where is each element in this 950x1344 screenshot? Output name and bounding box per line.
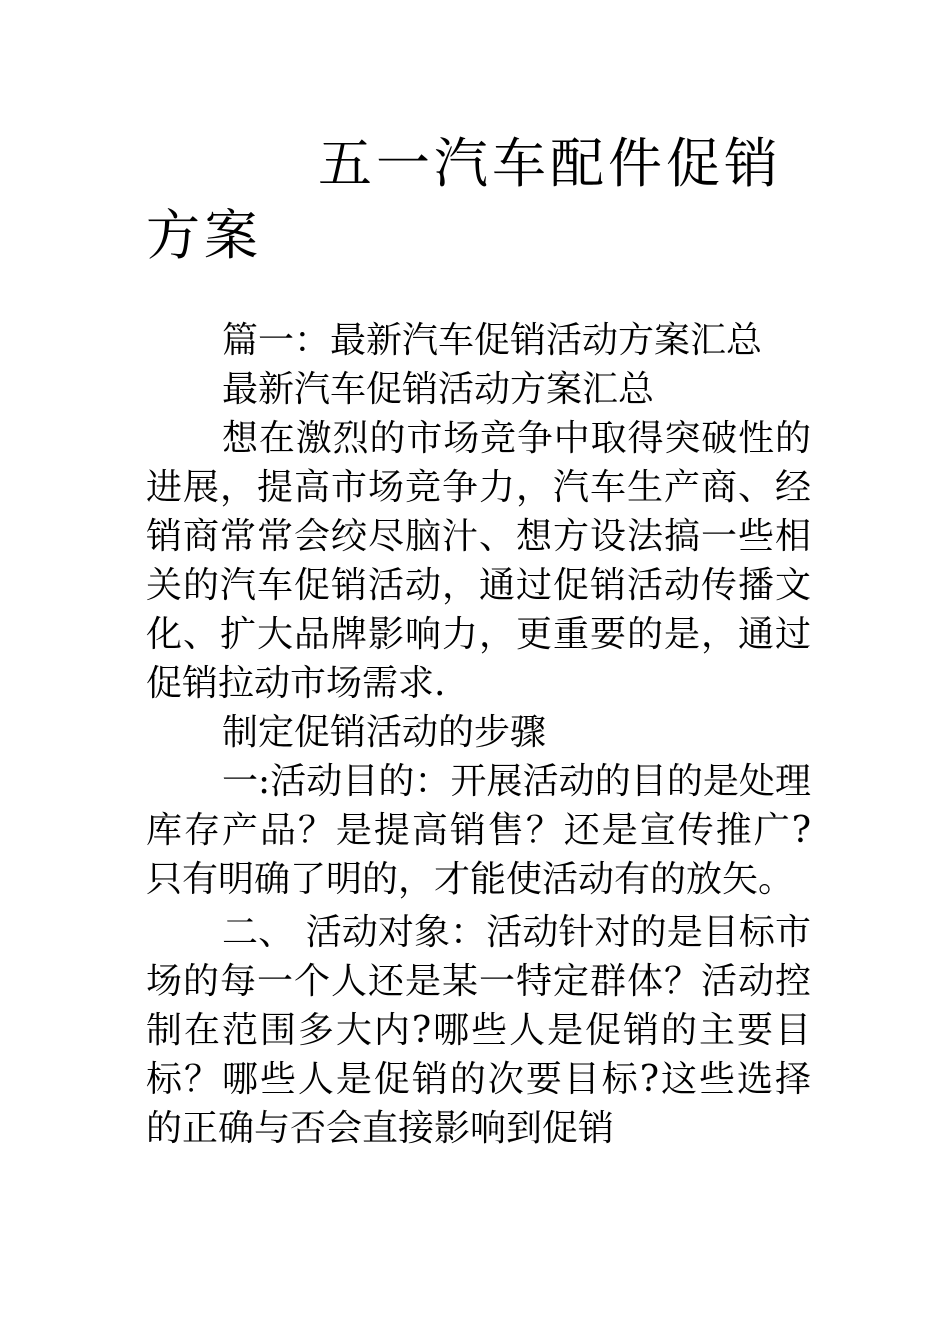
section-heading: 篇一：最新汽车促销活动方案汇总: [222, 320, 763, 361]
intro-paragraph: 想在激烈的市场竞争中取得突破性的进展，提高市场竞争力，汽车生产商、经销商常常会绞尽脑汁、想方设法搞一些相关的汽车促销活动，通过促销活动传播文化、扩大品牌影响力，更重要的是，通过促销拉动市场需求.: [146, 418, 811, 704]
step-one-paragraph: 一:活动目的：开展活动的目的是处理库存产品？是提高销售？还是宣传推广?只有明确了明的，才能使活动有的放矢。: [146, 761, 811, 900]
document-page: [146, 128, 811, 1153]
document-title: 五一汽车配件促销方案: [146, 132, 782, 267]
steps-heading: 制定促销活动的步骤: [222, 712, 547, 753]
subheading: 最新汽车促销活动方案汇总: [222, 369, 655, 410]
step-two-paragraph: 二、 活动对象：活动针对的是目标市场的每一个人还是某一特定群体？活动控制在范围多大内?哪些人是促销的主要目标？哪些人是促销的次要目标?这些选择的正确与否会直接影响到促销: [146, 912, 811, 1149]
